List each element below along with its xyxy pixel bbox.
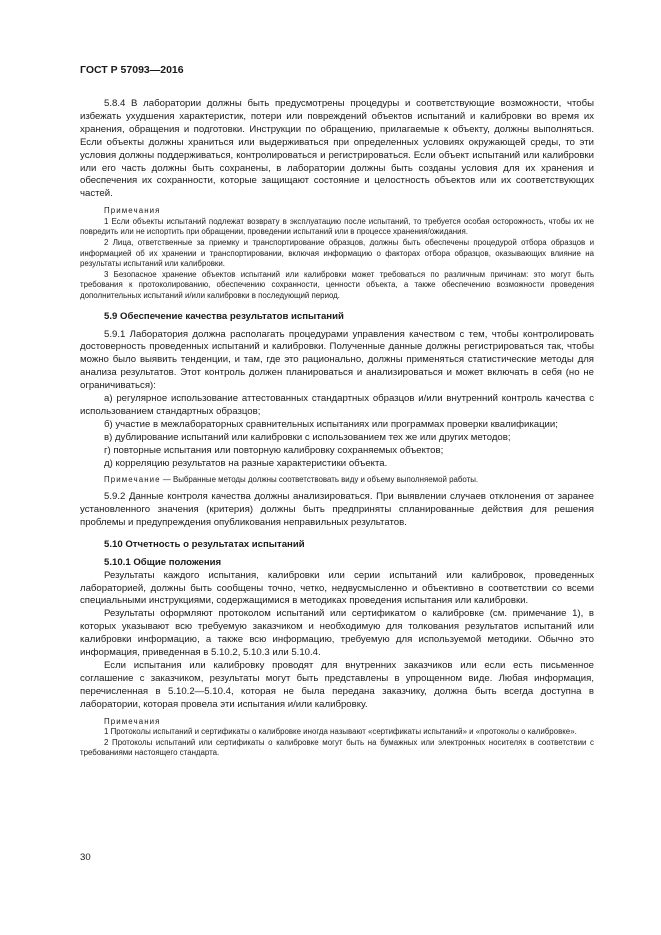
list-item: а) регулярное использование аттестованных стандартных образцов и/или внутренний контроль качества с использованием стандартных образцов;	[80, 393, 594, 417]
section-5-9-title: 5.9 Обеспечение качества результатов испытаний	[104, 310, 344, 322]
page-content	[80, 98, 594, 759]
list-item: г) повторные испытания или повторную калибровку сохраняемых объектов;	[104, 444, 444, 456]
clause-5-9-1: 5.9.1 Лаборатория должна располагать процедурами управления качеством с тем, чтобы контролировать достоверность проведенных испытаний и калибровки. Полученные данные должны регистрироваться так, чтобы можно было выявить тенденции, и там, где это рационально, должны применяться статистические методы для анализа результатов. Этот контроль должен планироваться и анализироваться и может включать в себя (но не ограничиваться):	[80, 328, 594, 392]
note-item: 1 Если объекты испытаний подлежат возврату в эксплуатацию после испытаний, то требуется особая осторожность, чтобы их не повредить или не испортить при обращении, проведении испытаний или в процессе хранения/ожидания.	[80, 216, 594, 237]
paragraph: Результаты каждого испытания, калибровки или серии испытаний или калибровок, проведенных лабораторией, должны быть сообщены точно, четко, недвусмысленно и объективно в соответствии со всеми специальными инструкциями, содержащимися в методиках проведения испытания или калибровки.	[80, 569, 594, 607]
paragraph: Если испытания или калибровку проводят для внутренних заказчиков или если есть письменное соглашение с заказчиком, результаты могут быть представлены в упрощенном виде. Любая информация, перечисленная в 5.10.2—5.10.4, которая не была передана заказчику, должна быть всегда доступна в лаборатории, которая провела эти испытания и/или калибровку.	[80, 659, 594, 710]
note-item: 2 Протоколы испытаний или сертификаты о калибровке могут быть на бумажных или электронных носителях в соответствии с требованиями настоящего стандарта.	[80, 737, 594, 758]
list-item: в) дублирование испытаний или калибровки с использованием тех же или других методов;	[104, 431, 511, 443]
clause-5-9-2: 5.9.2 Данные контроля качества должны анализироваться. При выявлении случаев отклонения от заранее установленного значения (критерия) должны быть предприняты спланированные действия для решения проблемы и предупреждения опубликования неправильных результатов.	[80, 491, 594, 528]
list-item: д) корреляцию результатов на разные характеристики объекта.	[104, 457, 388, 469]
section-5-10-title: 5.10 Отчетность о результатах испытаний	[104, 538, 305, 550]
note-item: 3 Безопасное хранение объектов испытаний или калибровки может требоваться по различным причинам: это могут быть требования к протоколированию, обеспечению сохранности, ценности объекта, а также обеспечению возможности проведения дополнительных испытаний и/или калибровки в последующий период.	[80, 269, 594, 300]
standard-designation: ГОСТ Р 57093—2016	[80, 64, 184, 76]
subsection-5-10-1-title: 5.10.1 Общие положения	[104, 556, 222, 568]
paragraph: Результаты оформляют протоколом испытаний или сертификатом о калибровке (см. примечание 1), в которых указывают всю требуемую заказчиком и необходимую для толкования результатов испытаний или калибровки информацию, а также всю информацию, требуемую для используемой методики. Обычно это информация, приведенная в 5.10.2, 5.10.3 или 5.10.4.	[80, 608, 594, 659]
clause-5-8-4: 5.8.4 В лаборатории должны быть предусмотрены процедуры и соответствующие возможности, чтобы избежать ухудшения характеристик, потери или повреждений объектов испытаний и калибровки во время их хранения, обращения и подготовки. Инструкции по обращению, прилагаемые к объекту, должны выполняться. Если объекты должны храниться или выдерживаться при определенных условиях окружающей среды, то эти условия должны поддерживаться, контролироваться и регистрироваться. Если объект испытаний или калибровки или его часть должны быть сохранены, в лаборатории должны быть созданы условия для их хранения и обеспечения их сохранности, которые защищают состояние и целостность объектов или их соответствующих частей.	[80, 98, 594, 200]
note-text: — Выбранные методы должны соответствовать виду и объему выполняемой работы.	[160, 475, 479, 485]
page-number: 30	[80, 852, 91, 863]
note-item: 2 Лица, ответственные за приемку и транспортирование образцов, должны быть обеспечены процедурой отбора образцов и информацией об их хранении и транспортировании, включая информацию о факторах отбора образцов, оказывающих влияние на результаты испытаний или калибровки.	[80, 238, 594, 269]
single-note	[80, 475, 594, 486]
notes-title: Примечания	[104, 206, 161, 216]
note-label: Примечание	[104, 475, 161, 485]
list-item: б) участие в межлабораторных сравнительных испытаниях или программах проверки квалификации;	[104, 418, 558, 430]
note-item: 1 Протоколы испытаний и сертификаты о калибровке иногда называют «сертификаты испытаний» и «протоколы о калибровке».	[104, 727, 577, 737]
notes-title: Примечания	[104, 716, 161, 726]
